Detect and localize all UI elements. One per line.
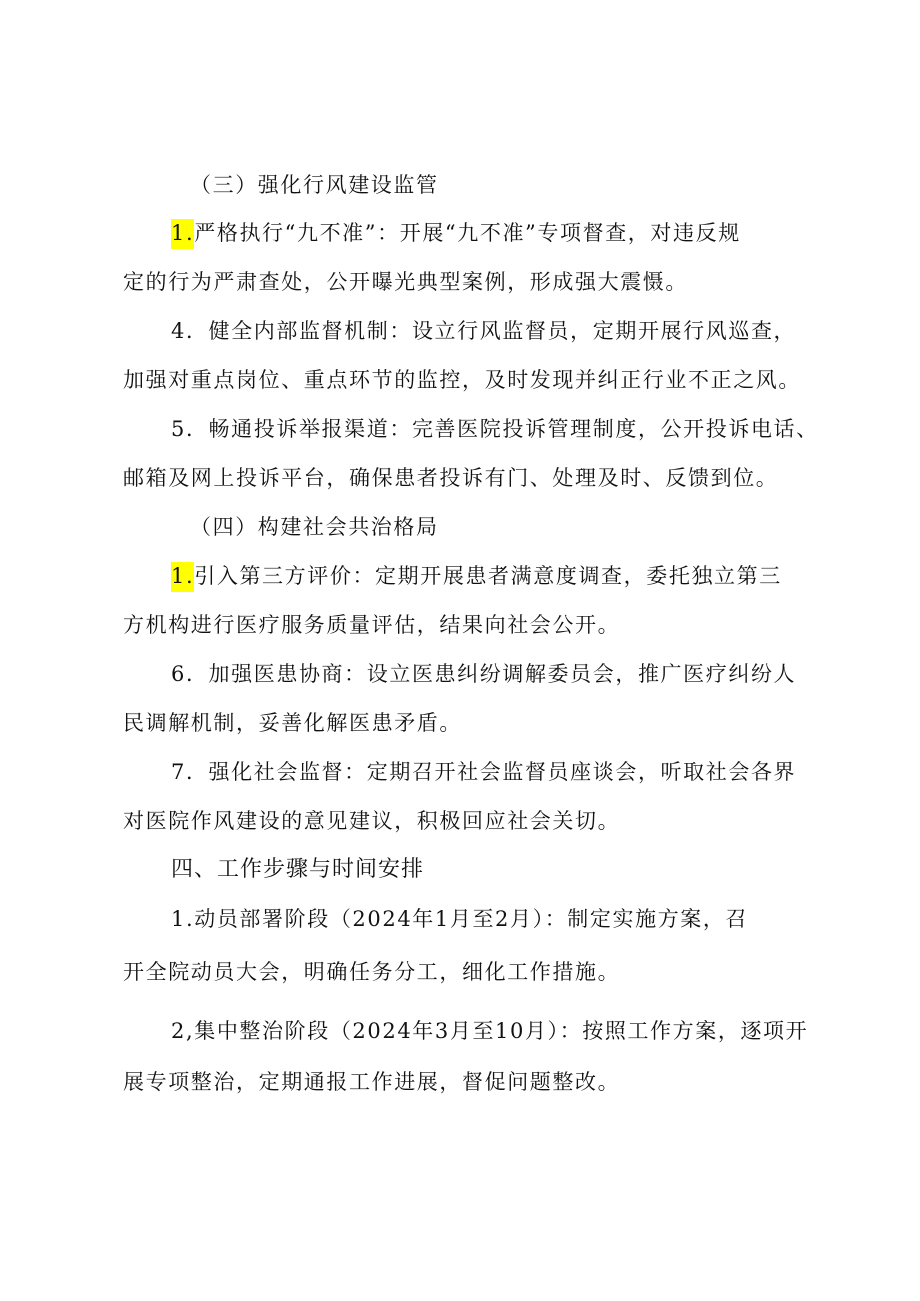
section-title: （四）构建社会共治格局 — [190, 515, 439, 539]
section-title: （三）强化行风建设监管 — [190, 173, 439, 197]
paragraph-line: 4．健全内部监督机制：设立行风监督员，定期开展行风巡查， — [171, 319, 797, 343]
paragraph-line: 方机构进行医疗服务质量评估，结果向社会公开。 — [123, 613, 621, 637]
highlighted-number: 1. — [171, 562, 194, 592]
chapter-heading: 四、工作步骤与时间安排 — [171, 857, 425, 882]
paragraph-text: 引入第三方评价：定期开展患者满意度调查，委托独立第三 — [194, 564, 782, 588]
paragraph-line: 2,集中整治阶段（2024年3月至10月）：按照工作方案，逐项开 — [171, 1019, 809, 1043]
paragraph-line: 6．加强医患协商：设立医患纠纷调解委员会，推广医疗纠纷人 — [171, 662, 797, 686]
paragraph-line: 邮箱及网上投诉平台，确保患者投诉有门、处理及时、反馈到位。 — [123, 466, 779, 490]
paragraph-text: 严格执行“九不准”：开展“九不准”专项督查，对违反规 — [194, 221, 741, 245]
paragraph-line: 7．强化社会监督：定期召开社会监督员座谈会，听取社会各界 — [171, 760, 797, 784]
paragraph-line: 定的行为严肃查处，公开曝光典型案例，形成强大震慑。 — [123, 270, 688, 294]
paragraph-line: 1.动员部署阶段（2024年1月至2月）：制定实施方案，召 — [171, 907, 749, 931]
paragraph-line: 开全院动员大会，明确任务分工，细化工作措施。 — [123, 960, 621, 984]
paragraph-line: 5．畅通投诉举报渠道：完善医院投诉管理制度，公开投诉电话、 — [171, 417, 819, 441]
paragraph-line — [171, 218, 741, 248]
paragraph-line — [171, 561, 782, 591]
paragraph-line: 对医院作风建设的意见建议，积极回应社会关切。 — [123, 809, 621, 833]
highlighted-number: 1. — [171, 219, 194, 249]
paragraph-line: 展专项整治，定期通报工作进展，督促问题整改。 — [123, 1070, 621, 1094]
paragraph-line: 加强对重点岗位、重点环节的监控，及时发现并纠正行业不正之风。 — [123, 368, 801, 392]
paragraph-line: 民调解机制，妥善化解医患矛盾。 — [123, 711, 462, 735]
